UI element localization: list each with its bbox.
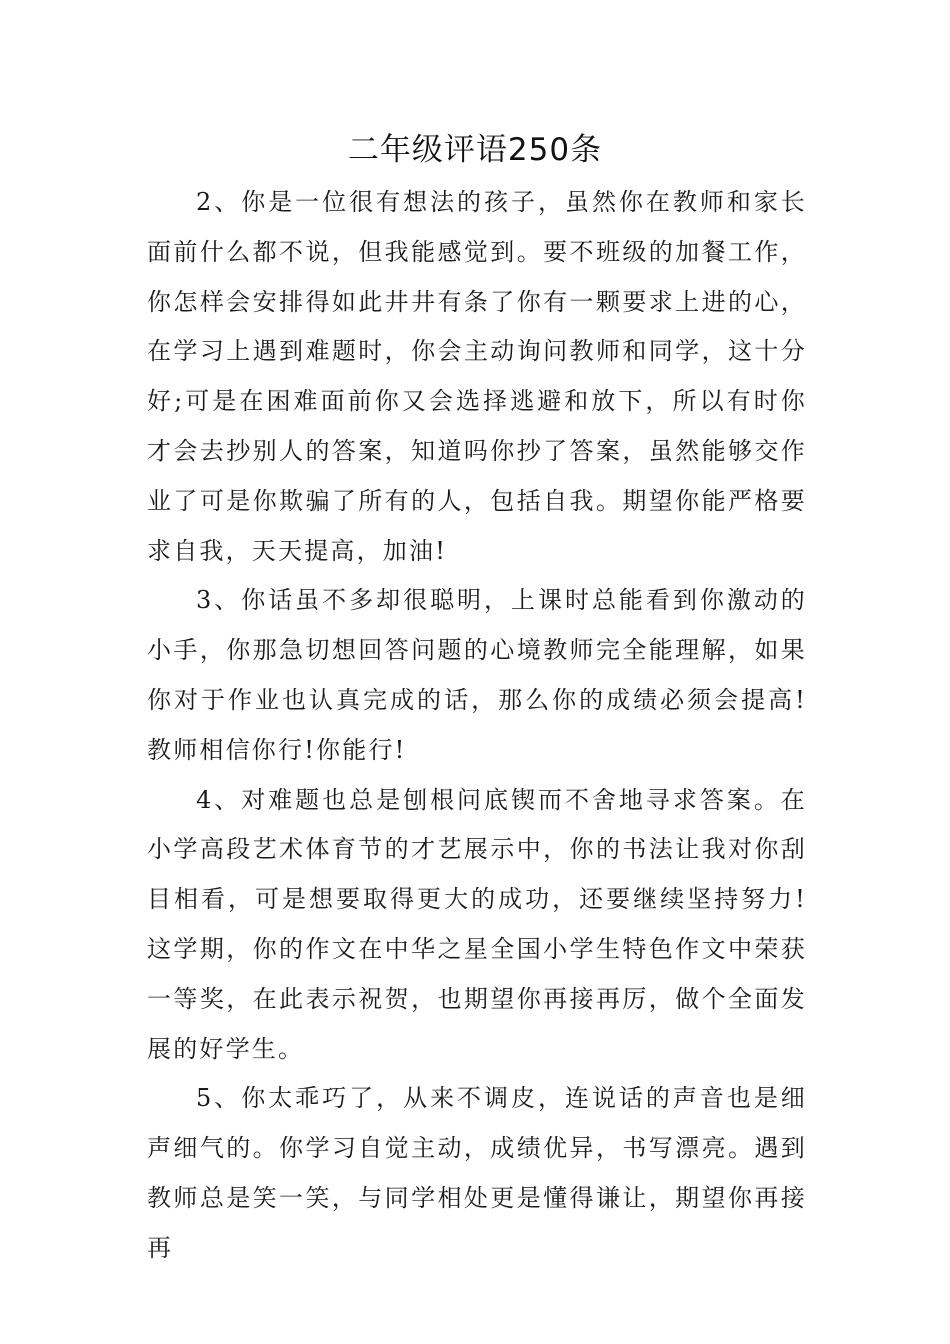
- comment-paragraph-3: 3、你话虽不多却很聪明，上课时总能看到你激动的小手，你那急切想回答问题的心境教师完全能理解，如果你对于作业也认真完成的话，那么你的成绩必须会提高!教师相信你行!你能行!: [147, 586, 807, 764]
- document-title: 二年级评语250条: [347, 132, 603, 168]
- document-body: [147, 178, 807, 1274]
- comment-paragraph-5: 5、你太乖巧了，从来不调皮，连说话的声音也是细声细气的。你学习自觉主动，成绩优异，书写漂亮。遇到教师总是笑一笑，与同学相处更是懂得谦让，期望你再接再: [147, 1084, 807, 1262]
- comment-paragraph-2: 2、你是一位很有想法的孩子，虽然你在教师和家长面前什么都不说，但我能感觉到。要不班级的加餐工作，你怎样会安排得如此井井有条了你有一颗要求上进的心，在学习上遇到难题时，你会主动询问教师和同学，这十分好;可是在困难面前你又会选择逃避和放下，所以有时你才会去抄别人的答案，知道吗你抄了答案，虽然能够交作业了可是你欺骗了所有的人，包括自我。期望你能严格要求自我，天天提高，加油!: [147, 188, 807, 565]
- comment-paragraph-4: 4、对难题也总是刨根问底锲而不舍地寻求答案。在小学高段艺术体育节的才艺展示中，你的书法让我对你刮目相看，可是想要取得更大的成功，还要继续坚持努力!这学期，你的作文在中华之星全国小学生特色作文中荣获一等奖，在此表示祝贺，也期望你再接再厉，做个全面发展的好学生。: [147, 785, 807, 1063]
